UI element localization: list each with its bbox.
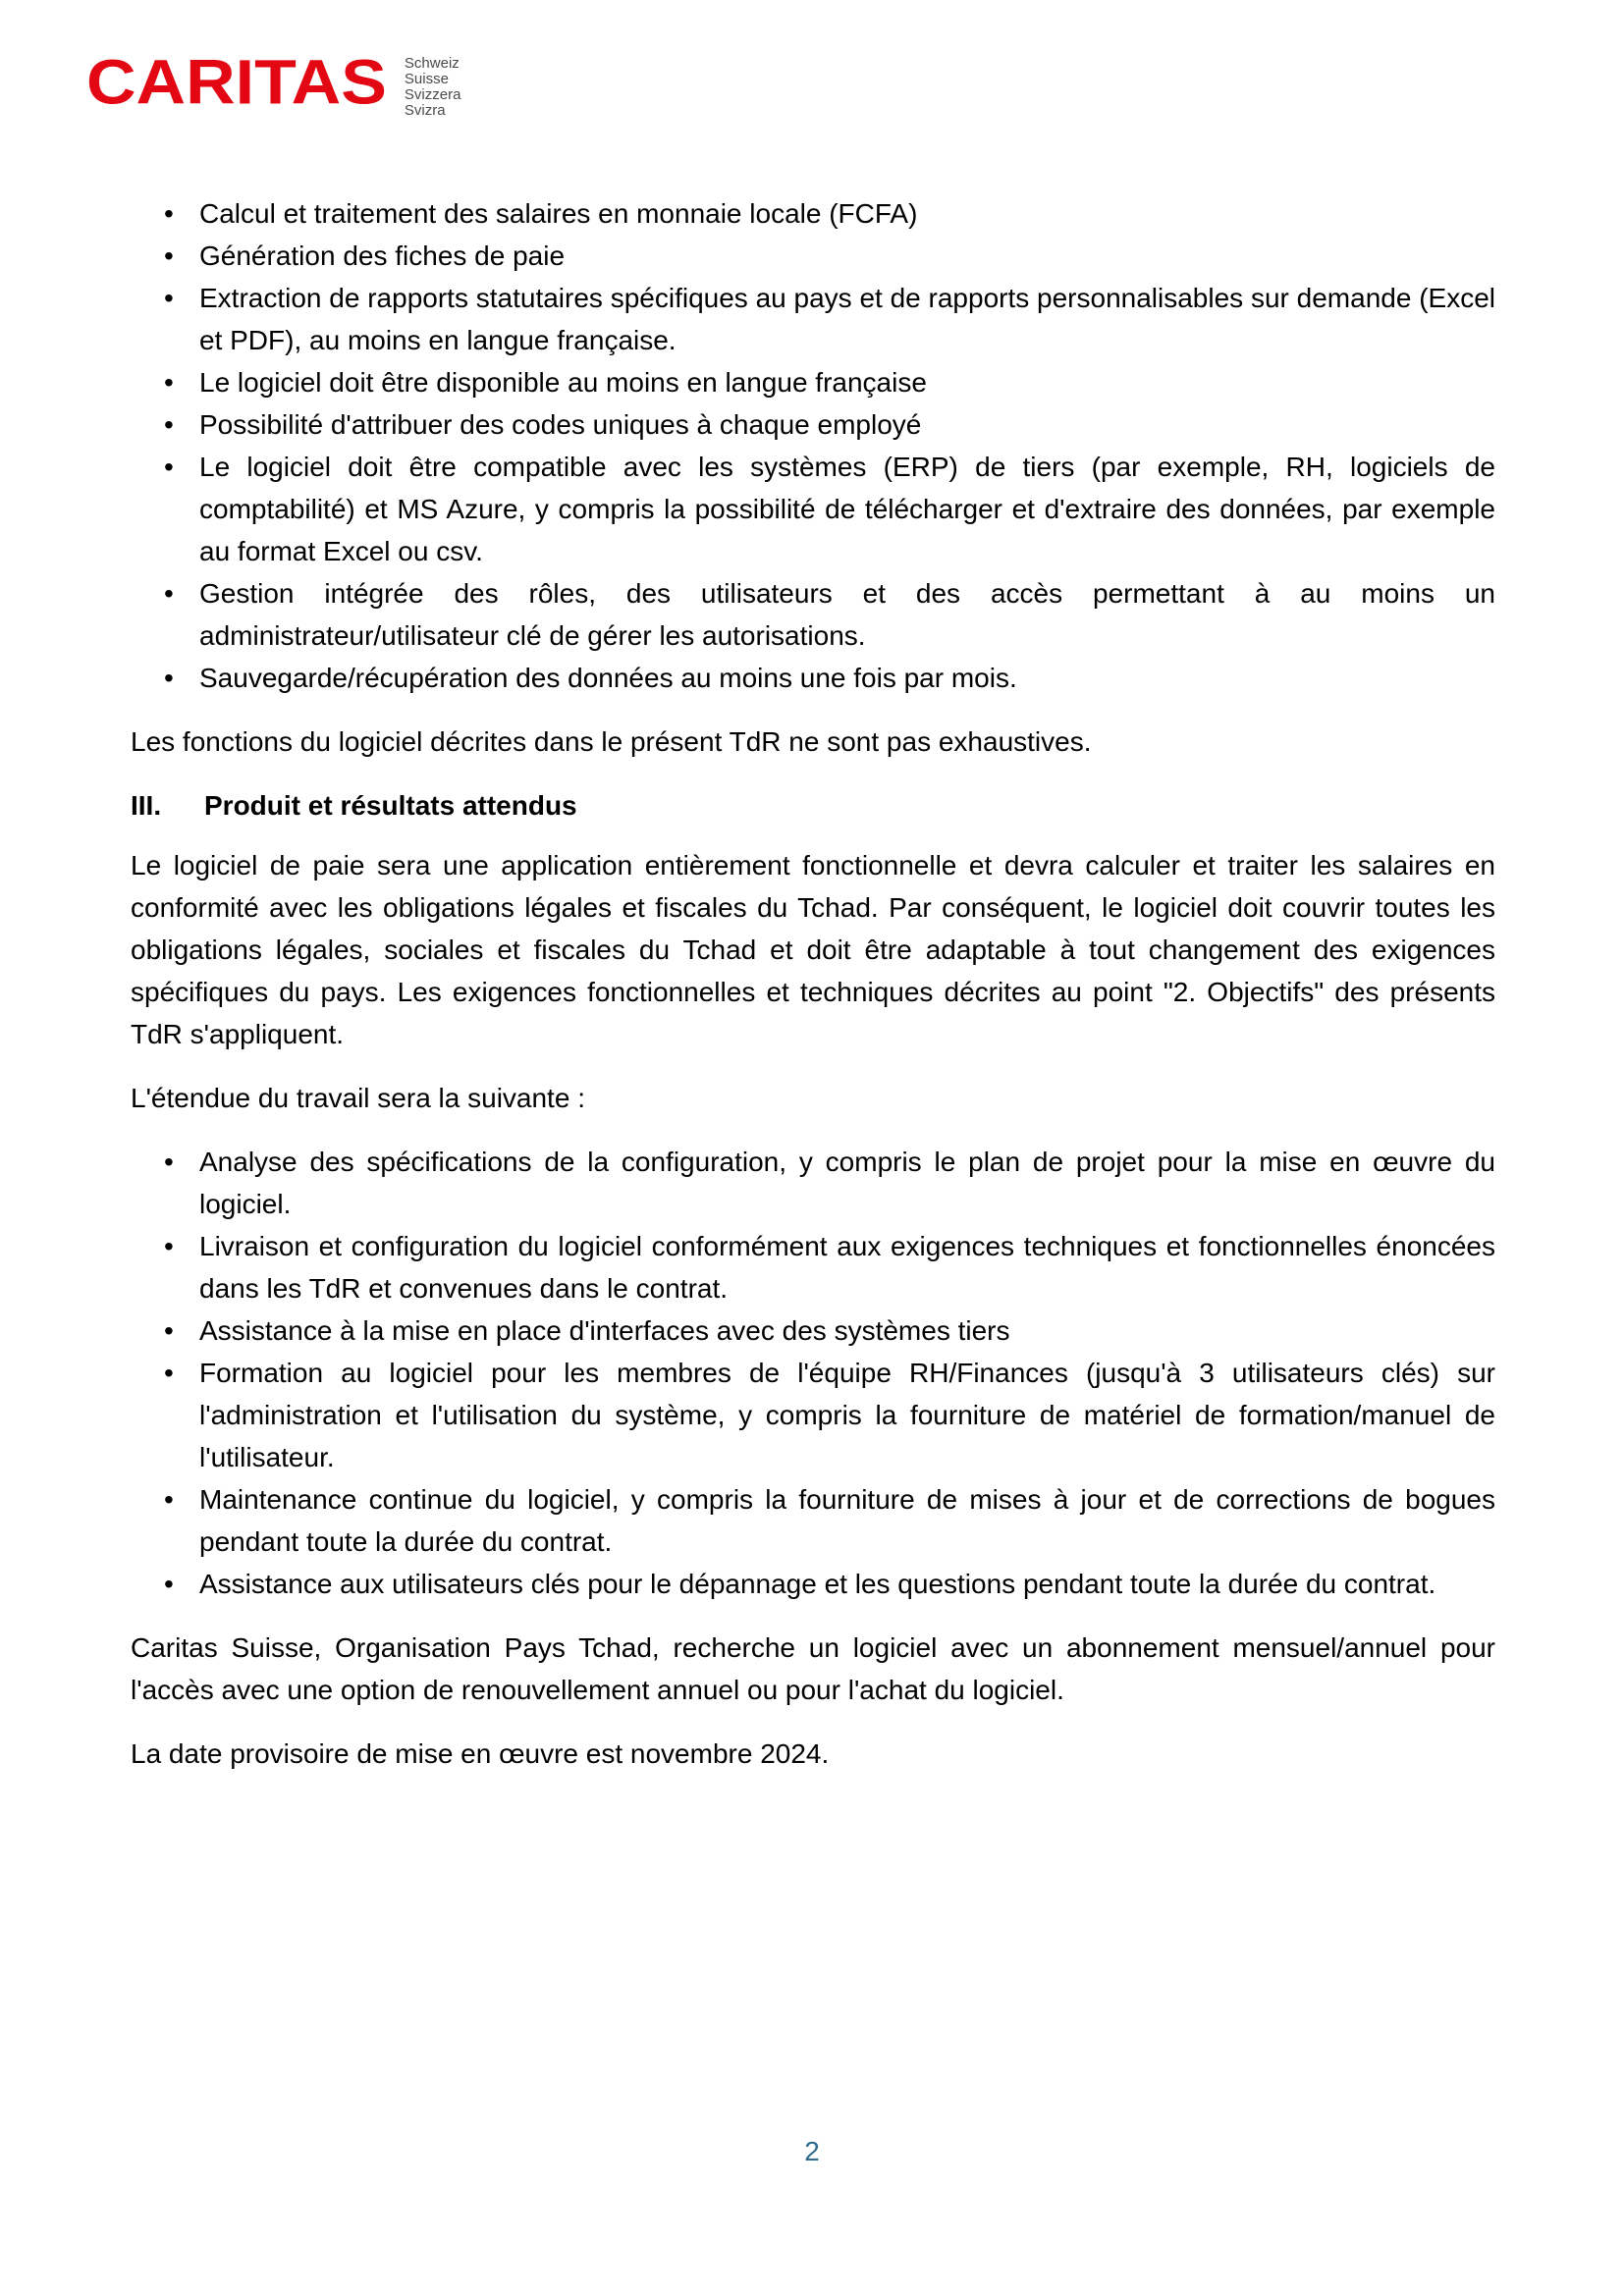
list-item: • Assistance aux utilisateurs clés pour le dépannage et les questions pendant toute la durée du contrat. [199,1563,1495,1605]
scope-of-work-list [131,1141,1495,1605]
list-item: • Formation au logiciel pour les membres de l'équipe RH/Finances (jusqu'à 3 utilisateurs clés) sur l'administration et l'utilisation du système, y compris la fourniture de matériel de formation/manuel de l'utilisateur. [199,1352,1495,1478]
caritas-logo-wordmark: CARITAS [86,46,387,118]
list-item: • Assistance à la mise en place d'interfaces avec des systèmes tiers [199,1309,1495,1352]
caritas-logo-languages [405,53,461,119]
paragraph-implementation-date: La date provisoire de mise en œuvre est novembre 2024. [131,1738,830,1769]
list-item: • Génération des fiches de paie [199,235,1495,277]
logo-language-svizra: Svizra [404,102,446,119]
software-requirements-list [131,192,1495,699]
list-item: • Maintenance continue du logiciel, y compris la fourniture de mises à jour et de corrections de bogues pendant toute la durée du contrat. [199,1478,1495,1563]
list-item: • Livraison et configuration du logiciel conformément aux exigences techniques et fonctionnelles énoncées dans les TdR et convenues dans le contrat. [199,1225,1495,1309]
logo-language-schweiz: Schweiz [404,55,460,72]
list-item: • Sauvegarde/récupération des données au moins une fois par mois. [199,657,1495,699]
section-heading [131,784,1495,827]
document-content [131,192,1495,1796]
paragraph-product-description: Le logiciel de paie sera une application entièrement fonctionnelle et devra calculer et traiter les salaires en conformité avec les obligations légales et fiscales du Tchad. Par conséquent, le logiciel doit couvrir toutes les obligations légales, sociales et fiscales du Tchad et doit être adaptable à tout changement des exigences spécifiques du pays. Les exigences fonctionnelles et techniques décrites au point "2. Objectifs" des présents TdR s'appliquent. [131,850,1495,1049]
list-item: • Possibilité d'attribuer des codes uniques à chaque employé [199,403,1495,446]
list-item: • Extraction de rapports statutaires spécifiques au pays et de rapports personnalisables sur demande (Excel et PDF), au moins en langue française. [199,277,1495,361]
paragraph-subscription: Caritas Suisse, Organisation Pays Tchad, recherche un logiciel avec un abonnement mensuel/annuel pour l'accès avec une option de renouvellement annuel ou pour l'achat du logiciel. [131,1632,1495,1705]
paragraph-scope-intro: L'étendue du travail sera la suivante : [131,1083,585,1113]
logo-language-svizzera: Svizzera [404,86,461,103]
list-item: • Gestion intégrée des rôles, des utilisateurs et des accès permettant à au moins un administrateur/utilisateur clé de gérer les autorisations. [199,572,1495,657]
section-title: Produit et résultats attendus [204,790,577,821]
list-item: • Analyse des spécifications de la configuration, y compris le plan de projet pour la mise en œuvre du logiciel. [199,1141,1495,1225]
paragraph-functions-note: Les fonctions du logiciel décrites dans le présent TdR ne sont pas exhaustives. [131,726,1092,757]
page-number: 2 [804,2136,820,2166]
list-item: • Calcul et traitement des salaires en monnaie locale (FCFA) [199,192,1495,235]
caritas-logo [86,46,461,119]
list-item: • Le logiciel doit être compatible avec les systèmes (ERP) de tiers (par exemple, RH, logiciels de comptabilité) et MS Azure, y compris la possibilité de télécharger et d'extraire des données, par exemple au format Excel ou csv. [199,446,1495,572]
logo-language-suisse: Suisse [404,71,449,87]
section-number: III. [131,790,162,821]
list-item: • Le logiciel doit être disponible au moins en langue française [199,361,1495,403]
